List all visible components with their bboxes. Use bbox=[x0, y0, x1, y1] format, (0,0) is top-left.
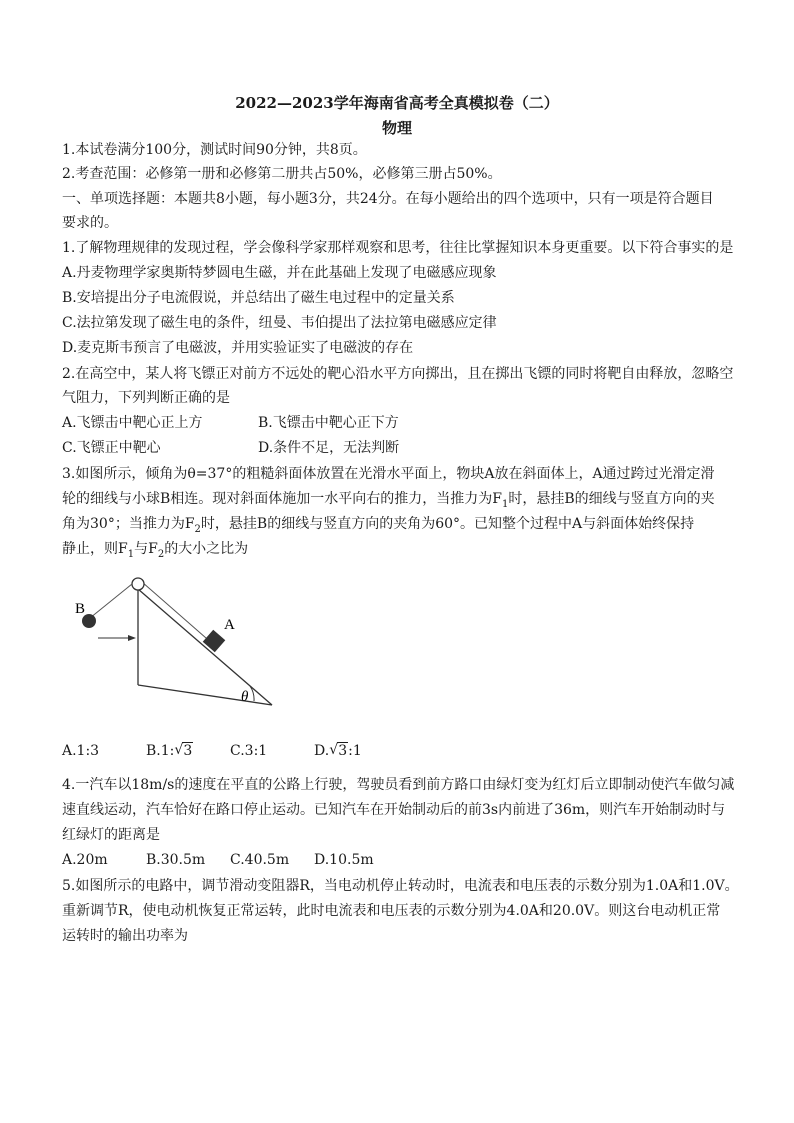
label-b: B bbox=[75, 601, 86, 617]
q4-option-a: A.20m bbox=[62, 852, 108, 868]
q2-option-d: D.条件不足，无法判断 bbox=[258, 440, 400, 456]
q4-option-c: C.40.5m bbox=[230, 852, 290, 868]
q5-stem-line1: 5.如图所示的电路中，调节滑动变阻器R，当电动机停止转动时，电流表和电压表的示数分别为1.0A和1.0V。 bbox=[62, 878, 739, 894]
label-theta: θ bbox=[241, 689, 249, 705]
q2-stem: 2.在高空中，某人将飞镖正对前方不远处的靶心沿水平方向掷出，且在掷出飞镖的同时将靶自由释放，忽略空 bbox=[62, 366, 734, 382]
q3-option-a: A.1:3 bbox=[62, 743, 100, 759]
q1-option-b: B.安培提出分子电流假说，并总结出了磁生电过程中的定量关系 bbox=[62, 290, 455, 306]
section-heading-cont: 要求的。 bbox=[62, 215, 118, 231]
q2-option-c: C.飞镖正中靶心 bbox=[62, 440, 161, 456]
q2-option-a: A.飞镖击中靶心正上方 bbox=[62, 415, 203, 431]
incline-diagram bbox=[62, 565, 282, 715]
q4-stem-line1: 4.一汽车以18m/s的速度在平直的公路上行驶，驾驶员看到前方路口由绿灯变为红灯后立即制动使汽车做匀减 bbox=[62, 777, 735, 793]
q4-option-d: D.10.5m bbox=[314, 852, 374, 868]
note-2: 2.考查范围：必修第一册和必修第二册共占50%，必修第三册占50%。 bbox=[62, 166, 502, 182]
pulley-icon bbox=[132, 578, 144, 590]
q1-stem: 1.了解物理规律的发现过程，学会像科学家那样观察和思考，往往比掌握知识本身更重要。以下符合事实的是 bbox=[62, 240, 734, 256]
q4-option-b: B.30.5m bbox=[146, 852, 206, 868]
q1-option-c: C.法拉第发现了磁生电的条件，纽曼、韦伯提出了法拉第电磁感应定律 bbox=[62, 315, 497, 331]
section-heading: 一、单项选择题：本题共8小题，每小题3分，共24分。在每小题给出的四个选项中，只有一项是符合题目 bbox=[62, 191, 714, 207]
q4-stem-line2: 速直线运动，汽车恰好在路口停止运动。已知汽车在开始制动后的前3s内前进了36m，则汽车开始制动时与 bbox=[62, 802, 726, 818]
incline-pulley-figure bbox=[62, 565, 282, 715]
block-a-icon bbox=[203, 630, 226, 653]
string-to-ball bbox=[90, 584, 132, 618]
q1-option-a: A.丹麦物理学家奥斯特梦圆电生磁，并在此基础上发现了电磁感应现象 bbox=[62, 265, 497, 281]
q1-option-d: D.麦克斯韦预言了电磁波，并用实验证实了电磁波的存在 bbox=[62, 340, 414, 356]
q5-stem-line2: 重新调节R，使电动机恢复正常运转，此时电流表和电压表的示数分别为4.0A和20.0V。则这台电动机正常 bbox=[62, 903, 721, 919]
string-to-block bbox=[142, 582, 214, 645]
q5-stem-line3: 运转时的输出功率为 bbox=[62, 928, 188, 944]
q3-option-d: D. √ 3:1 bbox=[314, 742, 362, 759]
q3-option-b: B.1: √ 3 bbox=[146, 742, 193, 759]
q3-stem-line4: 静止，则$F_1$与$F_2$的大小之比为 bbox=[62, 541, 249, 560]
q2-stem-cont: 气阻力，下列判断正确的是 bbox=[62, 390, 230, 406]
q3-option-c: C.3:1 bbox=[230, 743, 268, 759]
q3-stem-line1: 3.如图所示，倾角为θ=37°的粗糙斜面体放置在光滑水平面上，物块A放在斜面体上，A通过跨过光滑定滑 bbox=[62, 466, 715, 482]
q4-stem-line3: 红绿灯的距离是 bbox=[62, 827, 160, 843]
label-a: A bbox=[224, 617, 235, 633]
q2-option-b: B.飞镖击中靶心正下方 bbox=[258, 415, 399, 431]
exam-subject: 物理 bbox=[381, 119, 412, 137]
q3-stem-line2: 轮的细线与小球B相连。现对斜面体施加一水平向右的推力，当推力为$F_1$时，悬挂B的细线与竖直方向的夹 bbox=[62, 491, 715, 510]
force-arrow-head-icon bbox=[128, 635, 136, 641]
q3-stem-line3: 角为30°；当推力为$F_2$时，悬挂B的细线与竖直方向的夹角为60°。已知整个过程中A与斜面体始终保持 bbox=[62, 516, 695, 535]
exam-title: 2022—2023学年海南省高考全真模拟卷（二） bbox=[235, 94, 559, 112]
note-1: 1.本试卷满分100分，测试时间90分钟，共8页。 bbox=[62, 142, 367, 158]
